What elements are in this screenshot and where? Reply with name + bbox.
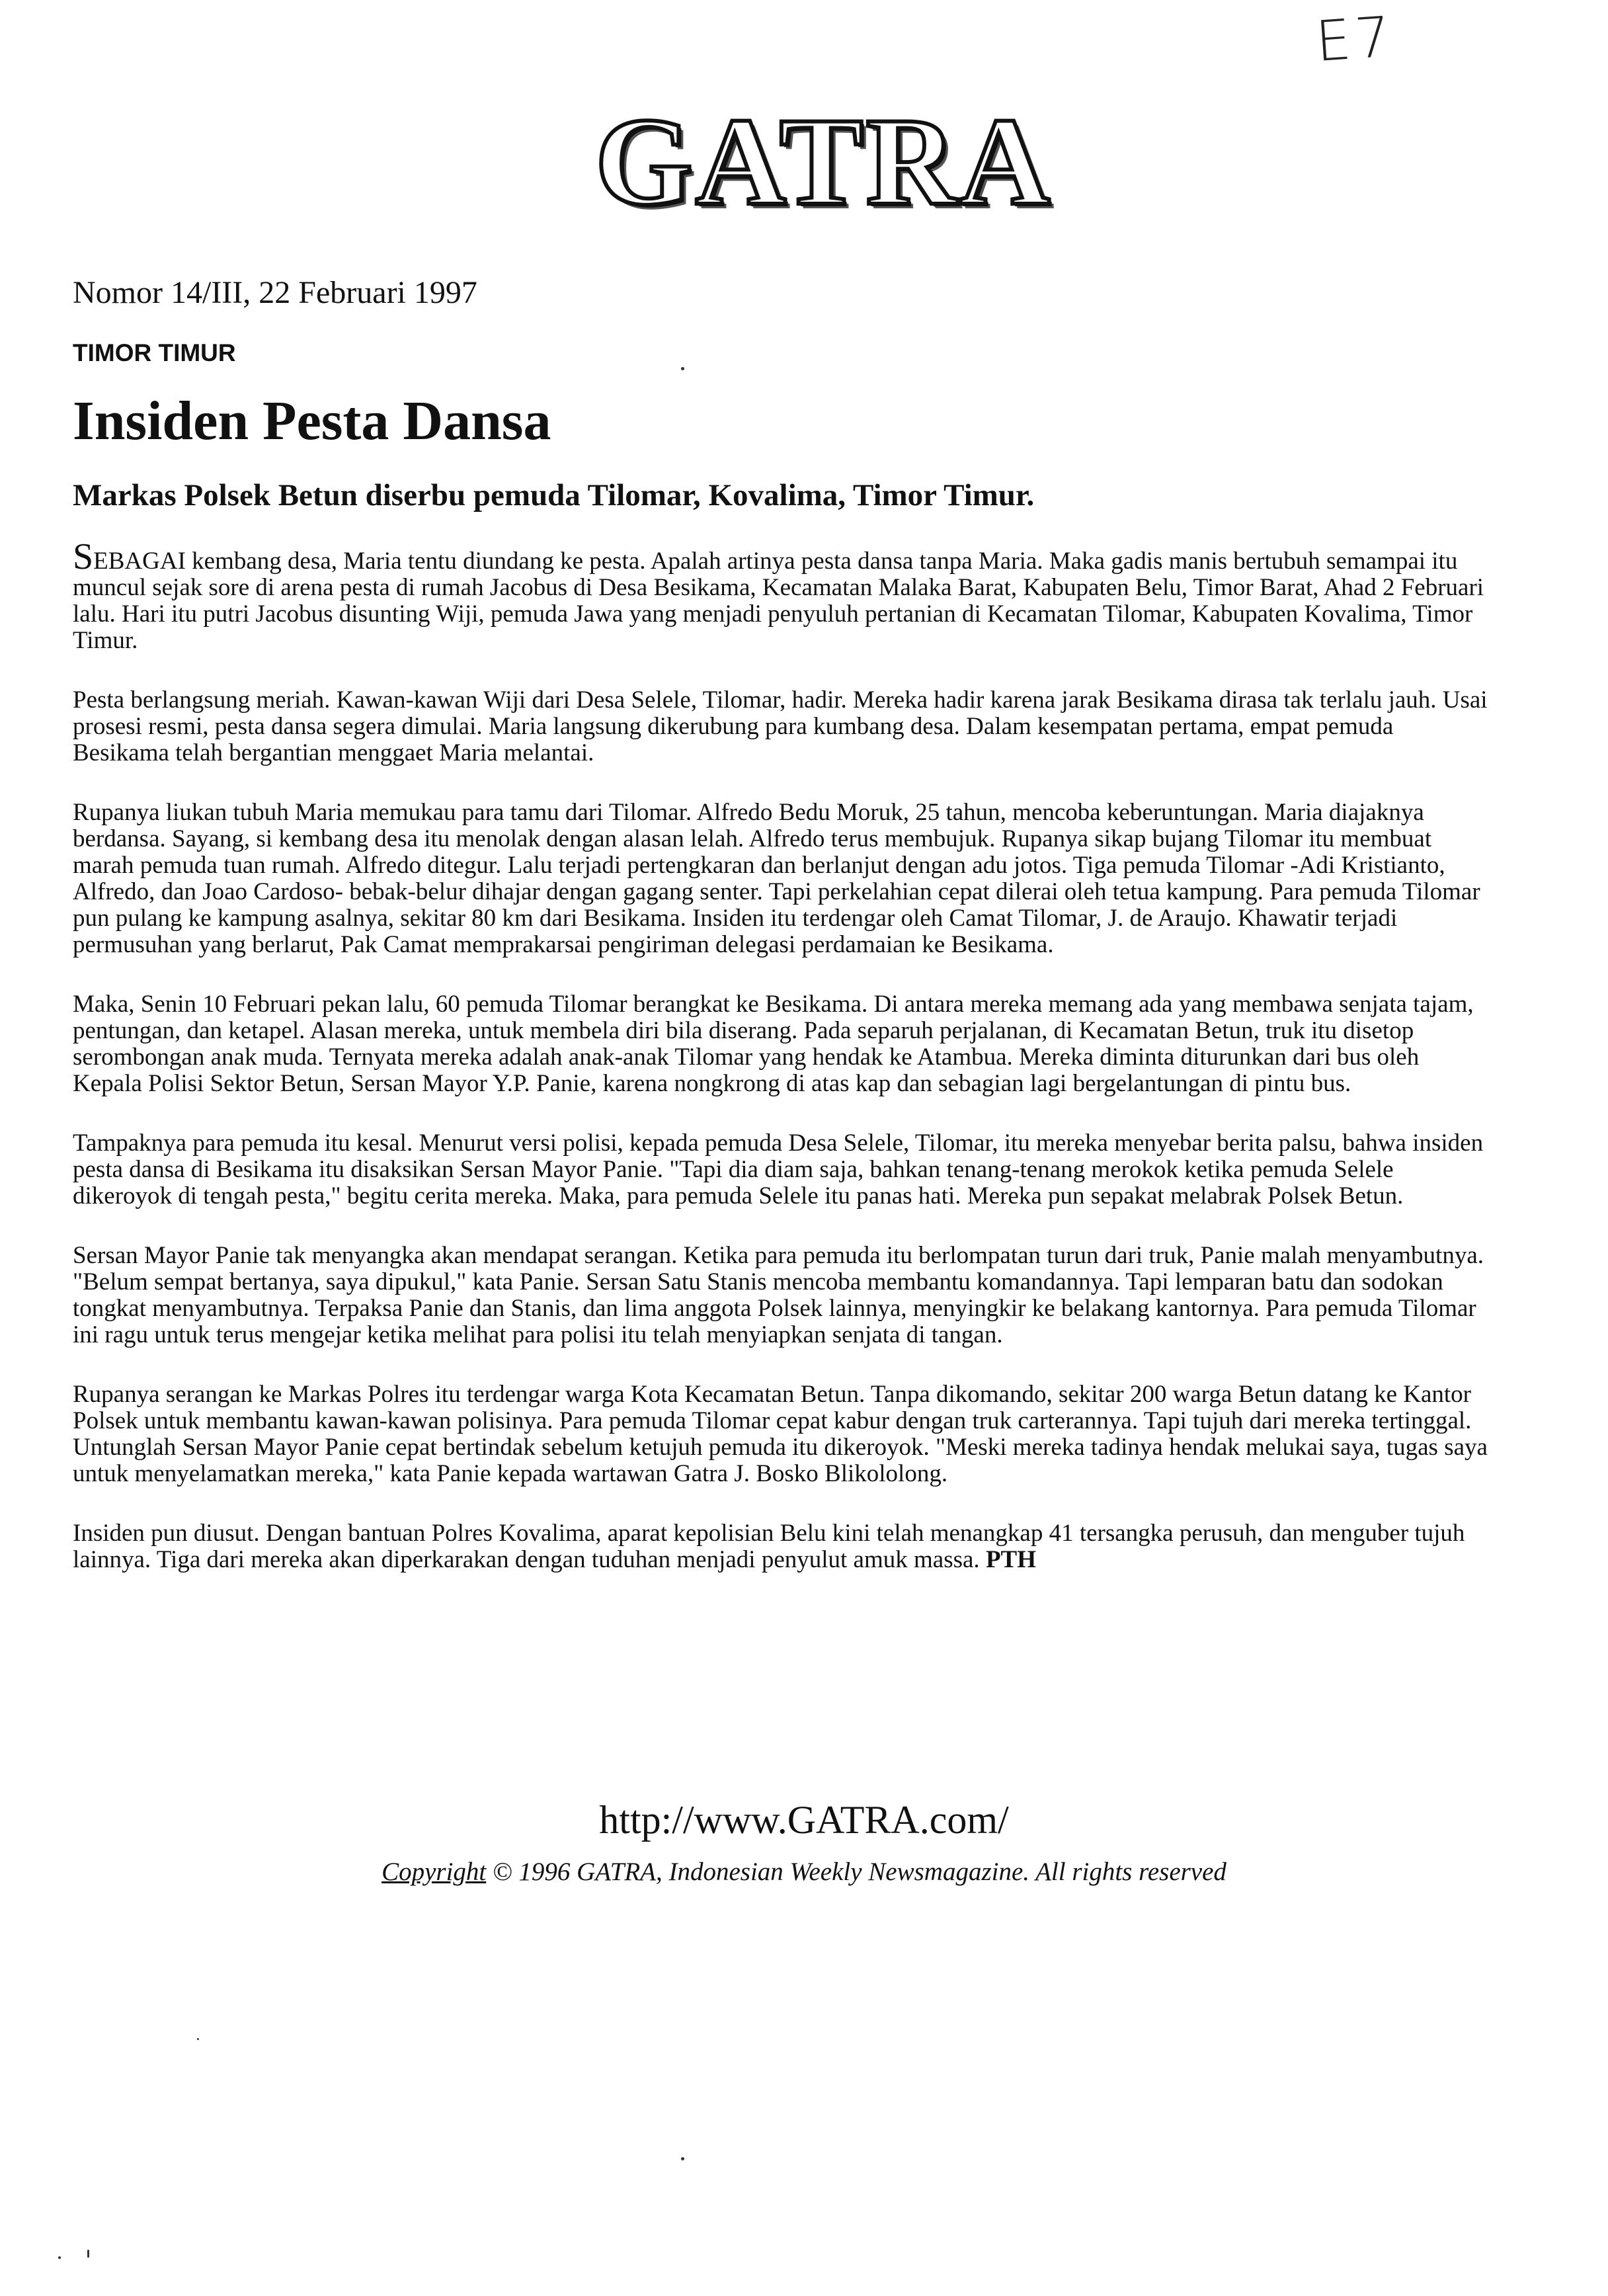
article-subtitle: Markas Polsek Betun diserbu pemuda Tilomar, Kovalima, Timor Timur. <box>73 478 1035 512</box>
article-body <box>73 536 1494 1606</box>
scan-speck <box>681 367 684 370</box>
copyright-text: © 1996 GATRA, Indonesian Weekly Newsmagazine. All rights reserved <box>492 1858 1226 1886</box>
gatra-logo: GATRA <box>595 93 1053 231</box>
paragraph-4: Maka, Senin 10 Februari pekan lalu, 60 pemuda Tilomar berangkat ke Besikama. Di antara mereka memang ada yang membawa senjata tajam, pentungan, dan ketapel. Alasan mereka, untuk membela diri bila diserang. Pada separuh perjalanan, di Kecamatan Betun, truk itu disetop serombongan anak muda. Ternyata mereka adalah anak-anak Tilomar yang hendak ke Atambua. Mereka diminta diturunkan dari bus oleh Kepala Polisi Sektor Betun, Sersan Mayor Y.P. Panie, karena nongkrong di atas kap dan sebagian lagi bergelantungan di pintu bus. <box>73 991 1474 1097</box>
scan-speck <box>681 2157 684 2160</box>
drop-cap: S <box>73 536 94 577</box>
paragraph-1-text: EBAGAI kembang desa, Maria tentu diundang ke pesta. Apalah artinya pesta dansa tanpa Maria. Maka gadis manis bertubuh semampai itu muncul sejak sore di arena pesta di rumah Jacobus di Desa Besikama, Kecamatan Malaka Barat, Kabupaten Belu, Timor Barat, Ahad 2 Februari lalu. Hari itu putri Jacobus disunting Wiji, pemuda Jawa yang menjadi penyuluh pertanian di Kecamatan Tilomar, Kabupaten Kovalima, Timor Timur. <box>73 548 1484 654</box>
paragraph-3: Rupanya liukan tubuh Maria memukau para tamu dari Tilomar. Alfredo Bedu Moruk, 25 tahun, mencoba keberuntungan. Maria diajaknya berdansa. Sayang, si kembang desa itu menolak dengan alasan lelah. Alfredo terus membujuk. Rupanya sikap bujang Tilomar itu membuat marah pemuda tuan rumah. Alfredo ditegur. Lalu terjadi pertengkaran dan berlanjut dengan adu jotos. Tiga pemuda Tilomar -Adi Kristianto, Alfredo, dan Joao Cardoso- bebak-belur dihajar dengan gagang senter. Tapi perkelahian cepat dilerai oleh tetua kampung. Para pemuda Tilomar pun pulang ke kampung asalnya, sekitar 80 km dari Besikama. Insiden itu terdengar oleh Camat Tilomar, J. de Araujo. Khawatir terjadi permusuhan yang berlarut, Pak Camat memprakarsai pengiriman delegasi perdamaian ke Besikama. <box>73 799 1480 958</box>
paragraph-6: Sersan Mayor Panie tak menyangka akan mendapat serangan. Ketika para pemuda itu berlompatan turun dari truk, Panie malah menyambutnya. "Belum sempat bertanya, saya dipukul," kata Panie. Sersan Satu Stanis mencoba membantu komandannya. Tapi lemparan batu dan sodokan tongkat menyambutnya. Terpaksa Panie dan Stanis, dan lima anggota Polsek lainnya, menyingkir ke belakang kantornya. Para pemuda Tilomar ini ragu untuk terus mengejar ketika melihat para polisi itu telah menyiapkan senjata di tangan. <box>73 1242 1484 1348</box>
article-title: Insiden Pesta Dansa <box>73 390 551 452</box>
scan-speck <box>197 2038 199 2040</box>
issue-date: Nomor 14/III, 22 Februari 1997 <box>73 275 477 310</box>
paragraph-5: Tampaknya para pemuda itu kesal. Menurut versi polisi, kepada pemuda Desa Selele, Tilomar, itu mereka menyebar berita palsu, bahwa insiden pesta dansa di Besikama itu disaksikan Sersan Mayor Panie. "Tapi dia diam saja, bahkan tenang-tenang merokok ketika pemuda Selele dikeroyok di tengah pesta," begitu cerita mereka. Maka, para pemuda Selele itu panas hati. Mereka pun sepakat melabrak Polsek Betun. <box>73 1129 1484 1210</box>
paragraph-8-text: Insiden pun diusut. Dengan bantuan Polres Kovalima, aparat kepolisian Belu kini telah menangkap 41 tersangka perusuh, dan menguber tujuh lainnya. Tiga dari mereka akan diperkarakan dengan tuduhan menjadi penyulut amuk massa. <box>73 1520 1465 1573</box>
author-byline: PTH <box>985 1546 1036 1573</box>
scan-speck <box>58 2256 61 2259</box>
paragraph-7: Rupanya serangan ke Markas Polres itu terdengar warga Kota Kecamatan Betun. Tanpa dikomando, sekitar 200 warga Betun datang ke Kantor Polsek untuk membantu kawan-kawan polisinya. Para pemuda Tilomar cepat kabur dengan truk carterannya. Tapi tujuh dari mereka tertinggal. Untunglah Sersan Mayor Panie cepat bertindak sebelum ketujuh pemuda itu dikeroyok. "Meski mereka tadinya hendak melukai saya, tugas saya untuk menyelamatkan mereka," kata Panie kepada wartawan Gatra J. Bosko Blikololong. <box>73 1381 1488 1487</box>
paragraph-2: Pesta berlangsung meriah. Kawan-kawan Wiji dari Desa Selele, Tilomar, hadir. Mereka hadir karena jarak Besikama dirasa tak terlalu jauh. Usai prosesi resmi, pesta dansa segera dimulai. Maria langsung dikerubung para kumbang desa. Dalam kesempatan pertama, empat pemuda Besikama telah bergantian menggaet Maria melantai. <box>73 686 1488 766</box>
section-label: TIMOR TIMUR <box>73 339 236 366</box>
handwritten-note: E7 <box>1313 3 1396 75</box>
paragraph-1 <box>73 536 1494 654</box>
scan-speck <box>87 2250 89 2258</box>
copyright-link[interactable]: Copyright <box>382 1858 487 1886</box>
site-url[interactable]: http://www.GATRA.com/ <box>599 1798 1009 1842</box>
paragraph-8 <box>73 1520 1494 1573</box>
copyright-line <box>0 1857 1608 1887</box>
